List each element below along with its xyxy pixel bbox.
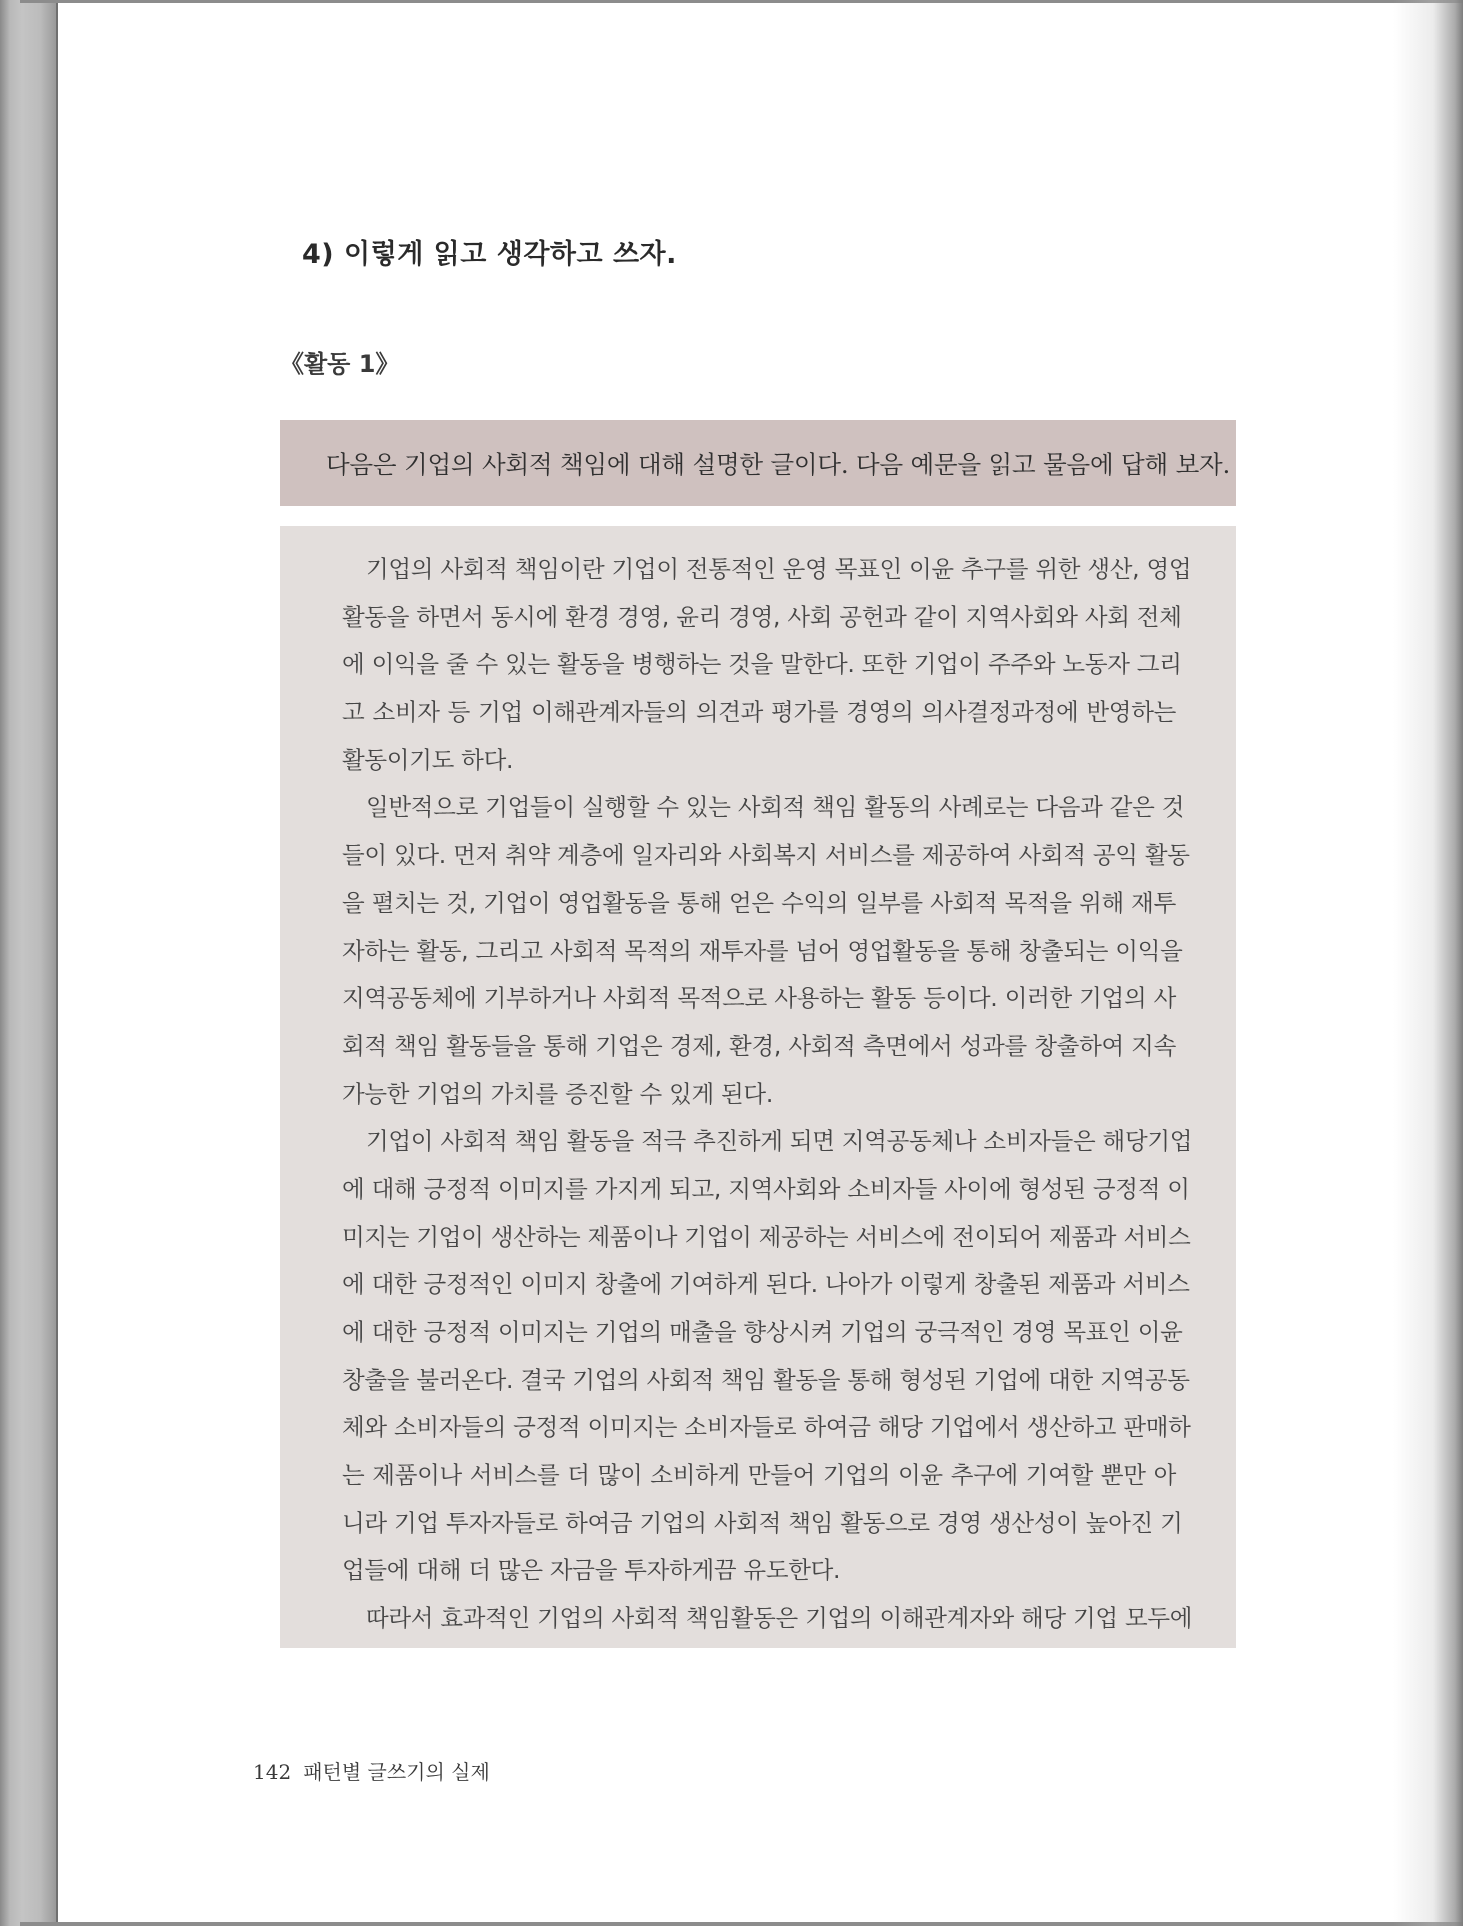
passage-line: 업들에 대해 더 많은 자금을 투자하게끔 유도한다. [342, 1556, 841, 1585]
passage-line: 에 대한 긍정적인 이미지 창출에 기여하게 된다. 나아가 이렇게 창출된 제품과 서비스 [342, 1270, 1190, 1299]
passage-line: 기업이 사회적 책임 활동을 적극 추진하게 되면 지역공동체나 소비자들은 해당기업 [366, 1127, 1193, 1156]
page-number: 142 [253, 1760, 292, 1784]
passage-line: 을 펼치는 것, 기업이 영업활동을 통해 얻은 수익의 일부를 사회적 목적을 위해 재투 [342, 888, 1176, 917]
passage-line: 고 소비자 등 기업 이해관계자들의 의견과 평가를 경영의 의사결정과정에 반영하는 [342, 698, 1176, 727]
passage-line: 들이 있다. 먼저 취약 계층에 일자리와 사회복지 서비스를 제공하여 사회적 공익 활동 [342, 841, 1190, 870]
page-right-shadow [1393, 0, 1463, 1926]
passage-line: 지역공동체에 기부하거나 사회적 목적으로 사용하는 활동 등이다. 이러한 기업의 사 [342, 984, 1176, 1013]
reading-passage [280, 526, 1236, 1648]
passage-line: 따라서 효과적인 기업의 사회적 책임활동은 기업의 이해관계자와 해당 기업 모두에 [366, 1604, 1193, 1633]
passage-line: 회적 책임 활동들을 통해 기업은 경제, 환경, 사회적 측면에서 성과를 창출하여 지속 [342, 1031, 1176, 1060]
passage-line: 기업의 사회적 책임이란 기업이 전통적인 운영 목표인 이윤 추구를 위한 생산, 영업 [366, 555, 1192, 583]
passage-line: 는 제품이나 서비스를 더 많이 소비하게 만들어 기업의 이윤 추구에 기여할 뿐만 아 [342, 1461, 1176, 1490]
instruction-box [280, 420, 1236, 506]
book-spine [0, 0, 58, 1926]
instruction-text: 다음은 기업의 사회적 책임에 대해 설명한 글이다. 다음 예문을 읽고 물음에 답해 보자. [326, 449, 1231, 479]
page-footer [253, 1756, 490, 1785]
passage-line: 자하는 활동, 그리고 사회적 목적의 재투자를 넘어 영업활동을 통해 창출되는 이익을 [342, 936, 1183, 965]
page-bottom-edge [20, 1922, 1463, 1926]
activity-title: 《활동 1》 [280, 350, 400, 378]
passage-line: 체와 소비자들의 긍정적 이미지는 소비자들로 하여금 해당 기업에서 생산하고 판매하 [342, 1413, 1191, 1442]
passage-line: 에 대해 긍정적 이미지를 가지게 되고, 지역사회와 소비자들 사이에 형성된 긍정적 이 [342, 1174, 1190, 1203]
passage-line: 일반적으로 기업들이 실행할 수 있는 사회적 책임 활동의 사례로는 다음과 같은 것 [366, 793, 1185, 822]
book-title: 패턴별 글쓰기의 실제 [303, 1760, 490, 1784]
section-title: 4) 이렇게 읽고 생각하고 쓰자. [302, 239, 677, 270]
passage-line: 활동이기도 하다. [342, 745, 514, 774]
passage-line: 창출을 불러온다. 결국 기업의 사회적 책임 활동을 통해 형성된 기업에 대한 지역공동 [342, 1365, 1190, 1394]
passage-line: 가능한 기업의 가치를 증진할 수 있게 된다. [342, 1079, 774, 1108]
passage-line: 에 이익을 줄 수 있는 활동을 병행하는 것을 말한다. 또한 기업이 주주와 노동자 그리 [342, 650, 1182, 679]
passage-line: 니라 기업 투자자들로 하여금 기업의 사회적 책임 활동으로 경영 생산성이 높아진 기 [342, 1508, 1183, 1537]
passage-line: 에 대한 긍정적 이미지는 기업의 매출을 향상시켜 기업의 궁극적인 경영 목표인 이윤 [342, 1318, 1183, 1346]
passage-line: 활동을 하면서 동시에 환경 경영, 윤리 경영, 사회 공헌과 같이 지역사회와 사회 전체 [342, 602, 1182, 631]
passage-line: 미지는 기업이 생산하는 제품이나 기업이 제공하는 서비스에 전이되어 제품과 서비스 [342, 1222, 1191, 1251]
